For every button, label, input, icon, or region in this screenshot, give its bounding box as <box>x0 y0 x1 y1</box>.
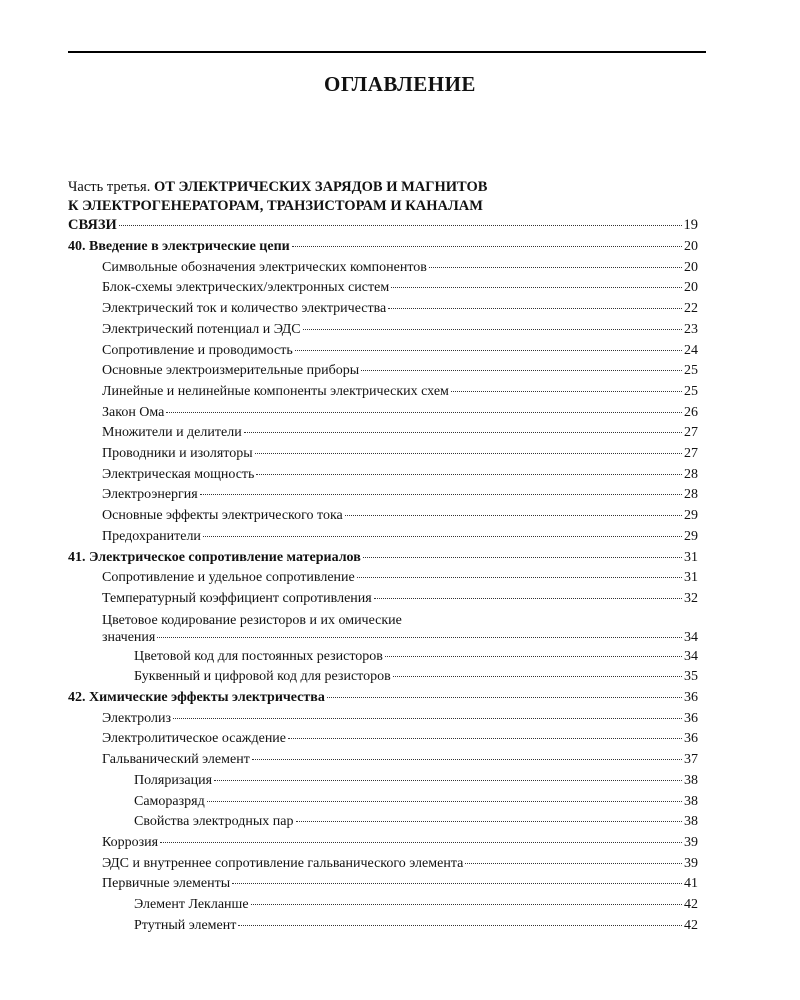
leader-dots <box>160 842 682 843</box>
entry-label: Закон Ома <box>102 404 165 420</box>
part-title-line-1: ОТ ЭЛЕКТРИЧЕСКИХ ЗАРЯДОВ И МАГНИТОВ <box>153 179 488 195</box>
section-entry[interactable] <box>68 465 698 486</box>
entry-label: Электролитическое осаждение <box>102 731 287 747</box>
leader-dots <box>200 494 682 495</box>
entry-label: Поляризация <box>134 772 213 788</box>
entry-label: Проводники и изоляторы <box>102 446 253 462</box>
entry-label: Гальванический элемент <box>102 752 250 768</box>
leader-dots <box>214 780 682 781</box>
page-number: 19 <box>683 217 698 233</box>
leader-dots <box>166 412 682 413</box>
leader-dots <box>119 225 682 226</box>
page-number: 39 <box>684 855 698 871</box>
section-entry[interactable] <box>68 527 698 548</box>
entry-label: Блок-схемы электрических/электронных систем <box>102 280 390 296</box>
entry-label: Электрическая мощность <box>102 466 255 482</box>
section-entry[interactable] <box>68 341 698 362</box>
chapter-entry[interactable] <box>68 688 698 709</box>
leader-dots <box>327 697 682 698</box>
page-number: 36 <box>684 710 698 726</box>
page-number: 31 <box>684 570 698 586</box>
entry-label: Элемент Лекланше <box>134 897 249 913</box>
page-number: 27 <box>684 446 698 462</box>
part-prefix: Часть третья. <box>68 179 151 195</box>
leader-dots <box>385 656 682 657</box>
page-number: 39 <box>684 834 698 850</box>
leader-dots <box>388 308 682 309</box>
entry-label: Символьные обозначения электрических компонентов <box>102 259 427 275</box>
entry-label: Множители и делители <box>102 425 242 441</box>
page-number: 23 <box>684 321 698 337</box>
section-entry[interactable] <box>68 833 698 854</box>
entry-label: Первичные элементы <box>102 876 231 892</box>
entry-label: 42. Химические эффекты электричества <box>68 690 325 706</box>
entry-label: Предохранители <box>102 528 201 544</box>
entry-label: Сопротивление и проводимость <box>102 342 293 358</box>
page-number: 38 <box>684 772 698 788</box>
entry-label: Температурный коэффициент сопротивления <box>102 590 372 606</box>
entry-label: Электроэнергия <box>102 487 198 503</box>
section-entry[interactable] <box>68 403 698 424</box>
section-entry[interactable] <box>68 854 698 875</box>
page-number: 24 <box>684 342 698 358</box>
page-number: 36 <box>684 731 698 747</box>
part-title-line-2: К ЭЛЕКТРОГЕНЕРАТОРАМ, ТРАНЗИСТОРАМ И КАНАЛАМ <box>68 198 483 214</box>
leader-dots <box>303 329 682 330</box>
page-number: 34 <box>684 629 698 645</box>
chapter-entry[interactable] <box>68 548 698 569</box>
section-entry[interactable] <box>68 506 698 527</box>
page-title: ОГЛАВЛЕНИЕ <box>324 72 476 96</box>
leader-dots <box>207 801 682 802</box>
chapter-entry[interactable] <box>68 237 698 258</box>
section-entry[interactable] <box>68 589 698 610</box>
entry-label: Электрический ток и количество электричества <box>102 301 387 317</box>
page-number: 36 <box>684 690 698 706</box>
leader-dots <box>292 246 682 247</box>
page-number: 28 <box>684 487 698 503</box>
entry-label: Коррозия <box>102 834 159 850</box>
entry-label-line-1: Цветовое кодирование резисторов и их омические <box>102 612 402 628</box>
page-number: 20 <box>684 280 698 296</box>
leader-dots <box>296 821 682 822</box>
section-entry[interactable] <box>68 299 698 320</box>
section-entry[interactable] <box>68 278 698 299</box>
section-entry[interactable] <box>68 709 698 730</box>
section-entry[interactable] <box>68 320 698 341</box>
page-number: 38 <box>684 793 698 809</box>
page-number: 31 <box>684 549 698 565</box>
subsection-entry[interactable] <box>68 647 698 668</box>
page-number: 29 <box>684 528 698 544</box>
part-title-line-3: СВЯЗИ <box>68 217 117 233</box>
entry-label: Линейные и нелинейные компоненты электрических схем <box>102 383 449 399</box>
section-entry[interactable] <box>68 568 698 589</box>
subsection-entry[interactable] <box>68 812 698 833</box>
page-number: 34 <box>684 648 698 664</box>
page-number: 26 <box>684 404 698 420</box>
leader-dots <box>357 577 682 578</box>
section-entry[interactable] <box>68 729 698 750</box>
part-entry[interactable] <box>68 178 698 235</box>
entry-label: 40. Введение в электрические цепи <box>68 239 290 254</box>
page-number: 38 <box>684 814 698 830</box>
leader-dots <box>203 536 682 537</box>
leader-dots <box>251 904 682 905</box>
section-entry[interactable] <box>68 444 698 465</box>
leader-dots <box>391 287 682 288</box>
page-number: 20 <box>684 259 698 275</box>
subsection-entry[interactable] <box>68 667 698 688</box>
entry-label: Саморазряд <box>134 793 205 809</box>
leader-dots <box>256 474 682 475</box>
leader-dots <box>363 557 682 558</box>
section-entry[interactable] <box>68 874 698 895</box>
leader-dots <box>288 738 682 739</box>
leader-dots <box>451 391 682 392</box>
page-number: 28 <box>684 466 698 482</box>
entry-label: Ртутный элемент <box>134 917 237 933</box>
section-entry[interactable] <box>68 258 698 279</box>
entry-label: Цветовой код для постоянных резисторов <box>134 648 383 664</box>
page-number: 35 <box>684 669 698 685</box>
leader-dots <box>429 267 682 268</box>
entry-label: Буквенный и цифровой код для резисторов <box>134 669 391 685</box>
page-number: 29 <box>684 508 698 524</box>
subsection-entry[interactable] <box>68 771 698 792</box>
page-number: 42 <box>684 917 698 933</box>
leader-dots <box>465 863 682 864</box>
leader-dots <box>295 350 682 351</box>
entry-label: Сопротивление и удельное сопротивление <box>102 570 355 586</box>
page-number: 37 <box>684 752 698 768</box>
entry-label-line-2: значения <box>102 629 156 645</box>
entry-label: 41. Электрическое сопротивление материалов <box>68 549 361 565</box>
page-number: 25 <box>684 363 698 379</box>
top-rule <box>68 51 706 53</box>
section-entry[interactable] <box>68 382 698 403</box>
page-number: 25 <box>684 383 698 399</box>
page-number: 42 <box>684 897 698 913</box>
leader-dots <box>252 759 682 760</box>
entry-label: Электролиз <box>102 710 171 726</box>
leader-dots <box>393 676 682 677</box>
leader-dots <box>244 432 682 433</box>
section-entry[interactable] <box>68 750 698 771</box>
entry-label: Свойства электродных пар <box>134 814 294 830</box>
leader-dots <box>232 883 682 884</box>
leader-dots <box>361 370 682 371</box>
subsection-entry[interactable] <box>68 895 698 916</box>
leader-dots <box>345 515 682 516</box>
entry-label: ЭДС и внутреннее сопротивление гальванического элемента <box>102 855 464 871</box>
section-entry[interactable] <box>68 423 698 444</box>
table-of-contents <box>68 178 698 937</box>
leader-dots <box>374 598 682 599</box>
page-number: 32 <box>684 590 698 606</box>
page-number: 27 <box>684 425 698 441</box>
subsection-entry[interactable] <box>68 792 698 813</box>
leader-dots <box>255 453 682 454</box>
leader-dots <box>238 925 682 926</box>
page-number: 20 <box>684 239 698 254</box>
page-number: 22 <box>684 301 698 317</box>
leader-dots <box>173 718 682 719</box>
subsection-entry[interactable] <box>68 916 698 937</box>
page-number: 41 <box>684 876 698 892</box>
section-entry[interactable] <box>68 485 698 506</box>
section-entry[interactable] <box>68 613 698 647</box>
entry-label: Основные электроизмерительные приборы <box>102 363 360 379</box>
entry-label: Электрический потенциал и ЭДС <box>102 321 301 337</box>
section-entry[interactable] <box>68 361 698 382</box>
leader-dots <box>157 637 682 638</box>
entry-label: Основные эффекты электрического тока <box>102 508 343 524</box>
